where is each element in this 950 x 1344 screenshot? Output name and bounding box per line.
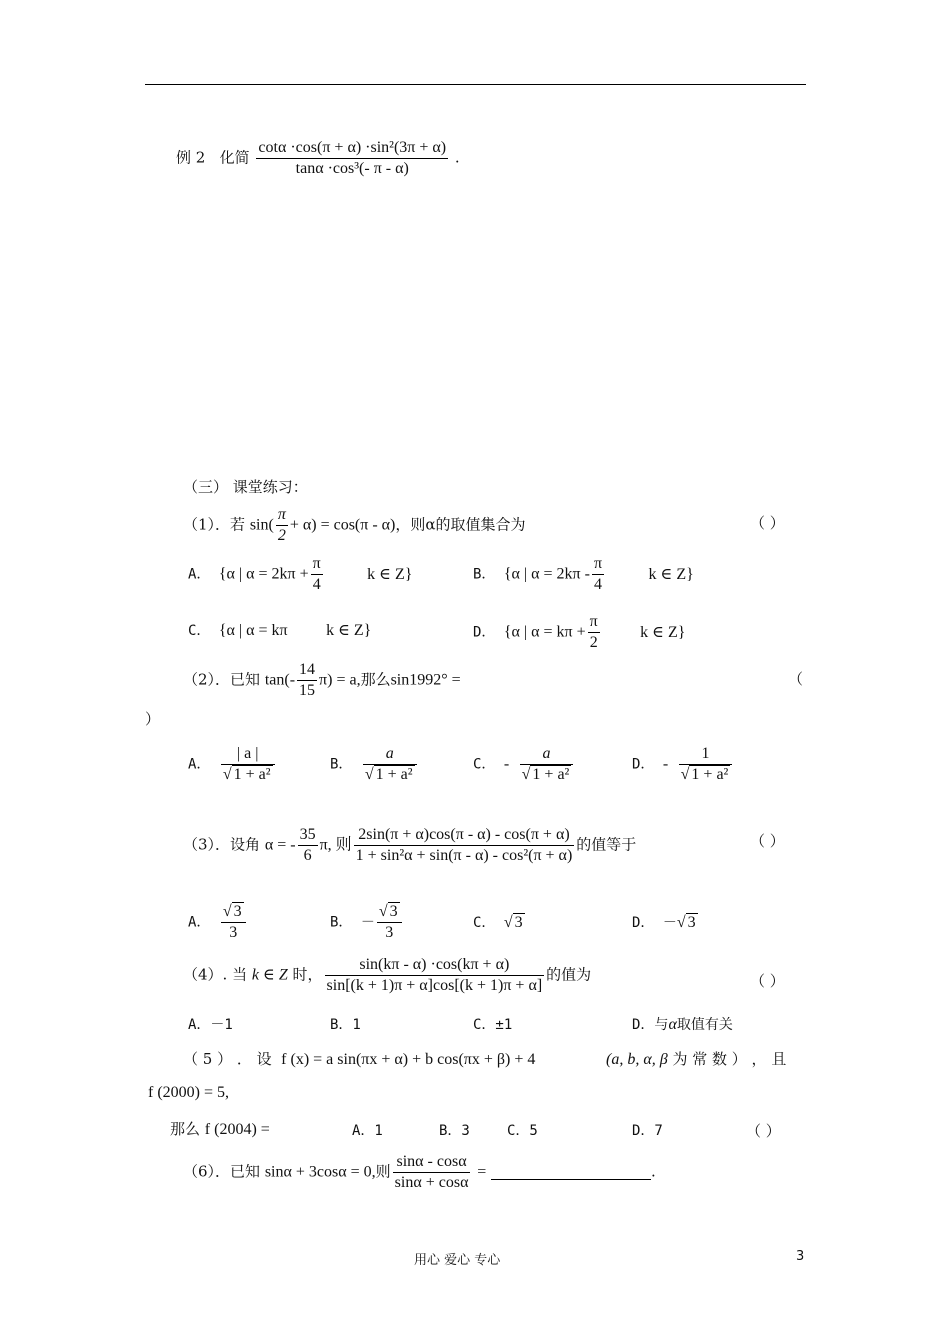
q5-option-c[interactable]: C．5 bbox=[507, 1123, 538, 1139]
q3-option-d-label: D． bbox=[632, 915, 655, 931]
q1-option-a-post: k ∈ Z} bbox=[367, 565, 413, 583]
q2-text: 那么 bbox=[360, 670, 391, 689]
q1-option-d-post: k ∈ Z} bbox=[640, 623, 686, 641]
header-rule bbox=[145, 84, 806, 85]
q1-option-d-label: D． bbox=[473, 624, 496, 641]
q3-answer-paren[interactable]: （ ） bbox=[750, 832, 785, 850]
q3-big-den: 1 + sin²α + sin(π - α) - cos²(π + α) bbox=[355, 847, 573, 864]
q1-option-c-label: C． bbox=[188, 623, 211, 639]
q2-option-c-den: 1 + a² bbox=[532, 766, 570, 783]
q3-big-num: 2sin(π + α)cos(π - α) - cos(π + α) bbox=[354, 825, 575, 846]
q1-option-d-den: 2 bbox=[589, 634, 598, 651]
q1-option-b-num: π bbox=[592, 554, 604, 575]
q6-label: （6）．已知 bbox=[183, 1162, 261, 1181]
q2-frac bbox=[297, 660, 317, 701]
q4-text1: 时， bbox=[292, 965, 323, 984]
q5-answer-paren[interactable]: （ ） bbox=[746, 1122, 781, 1140]
q3-option-a-frac: $\frac{√ 3}{3}$ bbox=[221, 902, 246, 943]
q6-answer-blank[interactable] bbox=[491, 1165, 651, 1180]
q2-paren-close: ） bbox=[145, 710, 161, 728]
q5-then: 那么 bbox=[170, 1120, 201, 1138]
q1-option-c-pre: {α | α = kπ bbox=[218, 622, 288, 639]
q5-params-text: 为 常 数 ） ， 且 bbox=[672, 1050, 787, 1068]
q3-option-b-sign: － bbox=[360, 914, 375, 931]
q4-frac bbox=[325, 955, 545, 996]
q4-option-d-label: D．与 bbox=[632, 1017, 669, 1033]
q1-option-b-den: 4 bbox=[593, 576, 602, 593]
q4-text2: 的值为 bbox=[546, 965, 592, 984]
q2-option-d-den: 1 + a² bbox=[691, 766, 729, 783]
q5-stem bbox=[183, 1048, 535, 1069]
example-2-numerator: cotα ·cos(π + α) ·sin²(3π + α) bbox=[256, 138, 448, 159]
q1-option-b-label: B． bbox=[473, 566, 496, 583]
q3-option-a-num: 3 bbox=[233, 903, 242, 920]
q1-frac-den: 2 bbox=[277, 527, 286, 544]
q3-option-d-sign: － bbox=[662, 915, 677, 931]
q2-option-a-label: A． bbox=[188, 756, 211, 773]
q3-option-b-frac: $\frac{√ 3}{3}$ bbox=[377, 902, 402, 943]
q2-option-b-num: a bbox=[363, 744, 417, 765]
q6-frac bbox=[393, 1152, 471, 1193]
q3-option-a-label: A． bbox=[188, 914, 211, 931]
q1-option-c[interactable] bbox=[188, 620, 371, 640]
q1-label: （1）．若 bbox=[183, 515, 246, 534]
q5-ask-line bbox=[170, 1118, 270, 1139]
q3-option-c-val: 3 bbox=[514, 914, 523, 931]
q2-option-a-den: 1 + a² bbox=[233, 766, 271, 783]
q2-option-a-num: | a | bbox=[221, 744, 275, 765]
q6-stem bbox=[183, 1152, 656, 1193]
q2-paren-open[interactable]: （ bbox=[788, 670, 804, 688]
q1-stem bbox=[183, 505, 526, 546]
q3-option-b-num: 3 bbox=[389, 903, 398, 920]
q2-option-d-label: D． bbox=[632, 756, 655, 773]
q1-tail: + α) = cos(π - α) bbox=[289, 516, 396, 534]
page-number: 3 bbox=[796, 1249, 805, 1264]
q1-lead: sin( bbox=[249, 516, 274, 534]
q1-option-a-frac bbox=[311, 554, 323, 595]
q4-den: sin[(k + 1)π + α]cos[(k + 1)π + α] bbox=[326, 977, 543, 994]
q5-ask: f (2004) = bbox=[204, 1121, 270, 1138]
q3-frac-den: 6 bbox=[303, 847, 312, 864]
example-2 bbox=[176, 138, 460, 179]
q4-option-c[interactable]: C．±1 bbox=[473, 1017, 513, 1033]
section-title: （三） 课堂练习： bbox=[183, 478, 308, 496]
q2-expr: sin1992° = bbox=[390, 671, 461, 689]
q4-label: （4）. 当 bbox=[183, 965, 248, 984]
q1-option-a[interactable] bbox=[188, 554, 412, 595]
q6-num: sinα - cosα bbox=[393, 1152, 471, 1173]
q3-frac-num: 35 bbox=[298, 825, 318, 846]
q5-params-line bbox=[606, 1048, 786, 1069]
q2-option-b-label: B． bbox=[330, 756, 353, 773]
q6-den: sinα + cosα bbox=[394, 1174, 469, 1191]
q1-option-a-den: 4 bbox=[312, 576, 321, 593]
q2-option-b[interactable] bbox=[330, 744, 419, 785]
q6-cond: sinα + 3cosα = 0, bbox=[264, 1163, 376, 1181]
q6-eq: = bbox=[477, 1163, 487, 1181]
q1-option-a-num: π bbox=[311, 554, 323, 575]
q3-frac bbox=[298, 825, 318, 866]
q1-option-a-pre: {α | α = 2kπ + bbox=[218, 565, 309, 583]
q2-option-a[interactable] bbox=[188, 744, 277, 785]
q4-option-b[interactable]: B．1 bbox=[330, 1017, 361, 1033]
q1-frac-num: π bbox=[276, 505, 288, 526]
q4-stem bbox=[183, 955, 591, 996]
q5-option-b[interactable]: B．3 bbox=[439, 1123, 470, 1139]
example-2-label: 例 2 bbox=[176, 148, 206, 167]
q1-answer-paren[interactable]: （ ） bbox=[750, 514, 785, 532]
q1-frac bbox=[276, 505, 288, 546]
q1-option-d-frac bbox=[588, 612, 600, 653]
q3-option-b-den: 3 bbox=[385, 924, 394, 941]
q2-frac-num: 14 bbox=[297, 660, 317, 681]
q1-option-b[interactable] bbox=[473, 554, 694, 595]
q1-option-d-num: π bbox=[588, 612, 600, 633]
q1-option-d-pre: {α | α = kπ + bbox=[503, 623, 586, 641]
q3-option-b[interactable] bbox=[330, 902, 404, 943]
q5-option-a[interactable]: A．1 bbox=[352, 1123, 383, 1139]
example-2-verb: 化简 bbox=[219, 148, 250, 167]
q3-alpha: α = - bbox=[264, 836, 296, 854]
q1-option-d[interactable] bbox=[473, 612, 685, 653]
q3-option-c-label: C． bbox=[473, 915, 496, 931]
q2-lead: tan(- bbox=[264, 671, 296, 689]
q2-option-b-frac: $\frac{a}{\text{√ 1 + a²}}$ bbox=[363, 744, 417, 785]
q3-option-d[interactable]: D． －√ 3 bbox=[632, 914, 696, 931]
q3-tail: π, 则 bbox=[319, 836, 352, 854]
q4-cond: k ∈ Z bbox=[251, 966, 288, 984]
q2-option-c-label: C． bbox=[473, 756, 496, 773]
q1-option-b-post: k ∈ Z} bbox=[648, 565, 694, 583]
q4-option-d[interactable] bbox=[632, 1014, 733, 1034]
q3-big-frac bbox=[354, 825, 575, 866]
q3-stem bbox=[183, 825, 636, 866]
q2-label: （2）．已知 bbox=[183, 670, 261, 689]
q5-label: （ 5 ） ． 设 bbox=[183, 1050, 272, 1068]
example-2-end: . bbox=[454, 148, 460, 167]
example-2-denominator: tanα ·cos³(- π - α) bbox=[295, 160, 409, 177]
q2-option-c[interactable] bbox=[473, 744, 575, 785]
q4-option-d-text: 取值有关 bbox=[676, 1017, 733, 1033]
q5-expr: f (x) = a sin(πx + α) + b cos(πx + β) + 4 bbox=[281, 1051, 536, 1068]
q6-end: . bbox=[651, 1162, 656, 1181]
q4-option-d-var: α bbox=[668, 1016, 677, 1033]
example-2-fraction bbox=[256, 138, 448, 179]
q3-option-a-den: 3 bbox=[229, 924, 238, 941]
q2-option-d-frac: $\frac{1}{\text{√ 1 + a²}}$ bbox=[679, 744, 733, 785]
q3-option-d-val: 3 bbox=[687, 914, 696, 931]
q4-answer-paren[interactable]: （ ） bbox=[750, 972, 785, 990]
q5-condition: f (2000) = 5, bbox=[148, 1084, 230, 1101]
q2-option-c-num: a bbox=[520, 744, 574, 765]
q2-option-c-frac: $\frac{a}{\text{√ 1 + a²}}$ bbox=[520, 744, 574, 785]
q2-option-b-den: 1 + a² bbox=[375, 766, 413, 783]
q4-option-a[interactable]: A．－1 bbox=[188, 1017, 233, 1033]
q1-option-b-pre: {α | α = 2kπ - bbox=[503, 565, 590, 583]
q2-tail: π) = a, bbox=[319, 671, 361, 689]
q1-option-b-frac bbox=[592, 554, 604, 595]
q3-option-a[interactable] bbox=[188, 902, 248, 943]
q1-text: ，则α的取值集合为 bbox=[395, 515, 526, 534]
q2-frac-den: 15 bbox=[299, 682, 316, 699]
q2-option-d-num: 1 bbox=[679, 744, 733, 765]
q3-label: （3）．设角 bbox=[183, 835, 261, 854]
q2-option-a-frac: $\frac{| a |}{\text{√ 1 + a²}}$ bbox=[221, 744, 275, 785]
q5-params: (a, b, α, β bbox=[606, 1051, 668, 1068]
q1-option-c-post: k ∈ Z} bbox=[326, 622, 372, 639]
q6-then: 则 bbox=[375, 1162, 391, 1181]
q3-text: 的值等于 bbox=[576, 835, 637, 854]
q4-num: sin(kπ - α) ·cos(kπ + α) bbox=[325, 955, 545, 976]
q2-option-d-sign: - bbox=[662, 755, 669, 773]
q1-option-a-label: A． bbox=[188, 566, 211, 583]
q5-option-d[interactable]: D．7 bbox=[632, 1123, 663, 1139]
q2-option-c-sign: - bbox=[503, 755, 510, 773]
q3-option-c[interactable]: C． √ 3 bbox=[473, 914, 523, 931]
q2-stem bbox=[183, 660, 461, 701]
footer-center: 用心 爱心 专心 bbox=[414, 1253, 501, 1268]
q3-option-b-label: B． bbox=[330, 914, 353, 931]
q2-option-d[interactable] bbox=[632, 744, 734, 785]
